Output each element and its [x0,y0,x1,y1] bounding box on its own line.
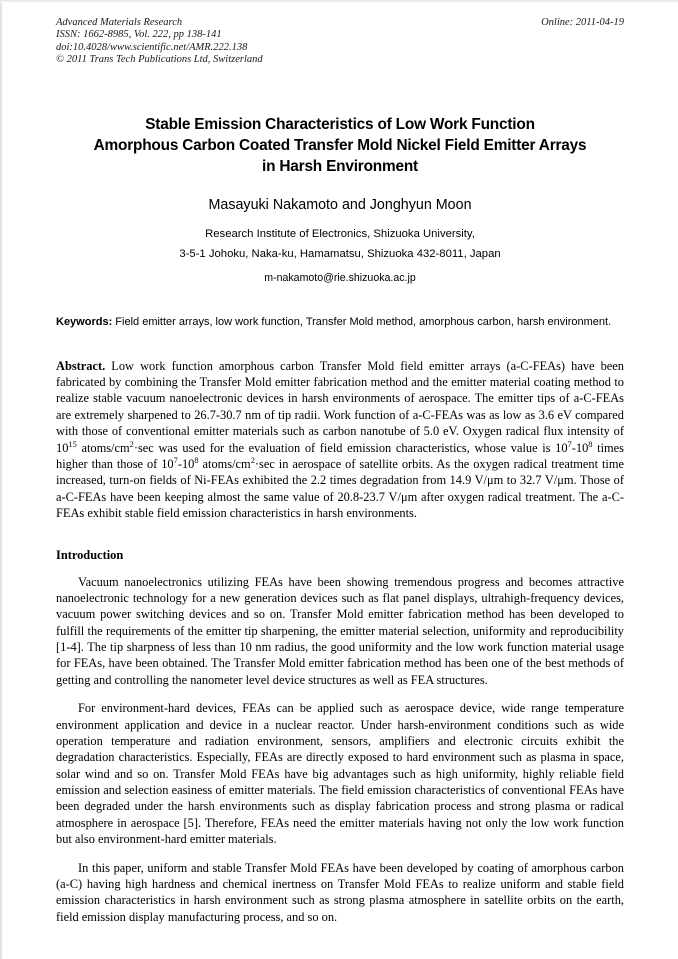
introduction-paragraph-3: In this paper, uniform and stable Transfer Mold FEAs have been developed by coating of amorphous carbon (a-C) having high hardness and chemical inertness on Transfer Mold FEAs to realize uniform and stable field emission characteristics in harsh environment such as strong plasma atmosphere in satellite orbits on the earth, field emission display manufacturing process, and so on. [56,860,624,924]
author-list: Masayuki Nakamoto and Jonghyun Moon [208,197,472,214]
copyright-line: © 2011 Trans Tech Publications Ltd, Switzerland [56,53,263,65]
keywords-block: Keywords: Field emitter arrays, low work function, Transfer Mold method, amorphous carbon, harsh environment. [56,316,612,329]
affiliation-line-1: Research Institute of Electronics, Shizuoka University, [205,228,475,241]
title-line-1: Stable Emission Characteristics of Low Work Function [145,116,535,134]
journal-name: Advanced Materials Research [56,17,183,28]
page-edge-shadow-left [0,0,3,959]
page-content [56,17,624,938]
introduction-paragraph-2: For environment-hard devices, FEAs can be applied such as aerospace device, wide range temperature environment application and device in a nuclear reactor. Under harsh-environment conditions such as wide operation temperature and radiation environment, sensors, amplifiers and electronic circuits exhibit the degradation characteristics. Especially, FEAs are directly exposed to hard environment such as plasma in space, solar wind and so on. Transfer Mold FEAs have big advantages such as high uniformity, highly reliable field emission and selection easiness of emitter materials. The field emission characteristics of conventional FEAs have been degraded under the harsh environments such as display fabrication process and strong plasma or radical atmosphere in aerospace [5]. Therefore, FEAs need the emitter materials having not only the low work function but also environment-hard emitter materials. [56,701,624,847]
introduction-paragraph-1: Vacuum nanoelectronics utilizing FEAs have been showing tremendous progress and becomes attractive nanoelectronic technology for a new generation devices such as flat panel displays, ultrahigh-frequency devices, vacuum power switching devices and so on. Transfer Mold emitter fabrication method has been developed to fulfill the requirements of the emitter tip sharpening, the emitter material selection, uniformity and reproducibility [1-4]. The tip sharpness of less than 10 nm radius, the good uniformity and the low work function material usage for FEAs, have been obtained. The Transfer Mold emitter fabrication method has been one of the best methods of getting and controlling the nanometer level device structures as well as FEA structures. [56,574,624,687]
masthead-top-row [56,17,624,29]
page-edge-shadow-top [0,0,678,3]
page-title [56,114,624,177]
section-heading-introduction: Introduction [56,548,124,563]
title-line-3: in Harsh Environment [262,158,418,176]
corresponding-author-email[interactable]: m-nakamoto@rie.shizuoka.ac.jp [264,272,416,285]
title-line-2: Amorphous Carbon Coated Transfer Mold Nickel Field Emitter Arrays [93,137,587,155]
issn-volume-pages: ISSN: 1662-8985, Vol. 222, pp 138-141 [56,29,222,41]
journal-masthead [56,17,624,66]
abstract-block: Abstract. Low work function amorphous carbon Transfer Mold field emitter arrays (a-C-FEAs) have been fabricated by combining the Transfer Mold emitter fabrication method and the emitter material coating method to realize stable vacuum nanoelectronic devices in harsh environments of aerospace. The emitter tips of a-C-FEAs are extremely sharpened to 26.7-30.7 nm of tip radii. Work function of a-C-FEAs was as low as 3.6 eV compared with those of conventional emitter materials such as carbon nanotube of 5.0 eV. Oxygen radical flux intensity of $10^{15}$ atoms/$cm^2\cdot\sec$ was used for the evaluation of field emission characteristics, whose value is $10^7-10^8$ times higher than those of $10^7-10^8$ atoms/$cm^2\cdot\sec$ in aerospace of satellite orbits. As the oxygen radical treatment time increased, turn-on fields of Ni-FEAs exhibited the 2.2 times degradation from 14.9 V/μm to 32.7 V/μm. Those of a-C-FEAs have been keeping almost the same value of 20.8-23.7 V/μm after oxygen radical treatment. The a-C-FEAs exhibit stable field emission characteristics in harsh environments. [56,358,624,520]
affiliation-line-2: 3-5-1 Johoku, Naka-ku, Hamamatsu, Shizuoka 432-8011, Japan [179,248,501,261]
doi-line[interactable]: doi:10.4028/www.scientific.net/AMR.222.138 [56,41,248,53]
online-publication-date: Online: 2011-04-19 [541,17,624,28]
author-affiliation [56,224,624,264]
